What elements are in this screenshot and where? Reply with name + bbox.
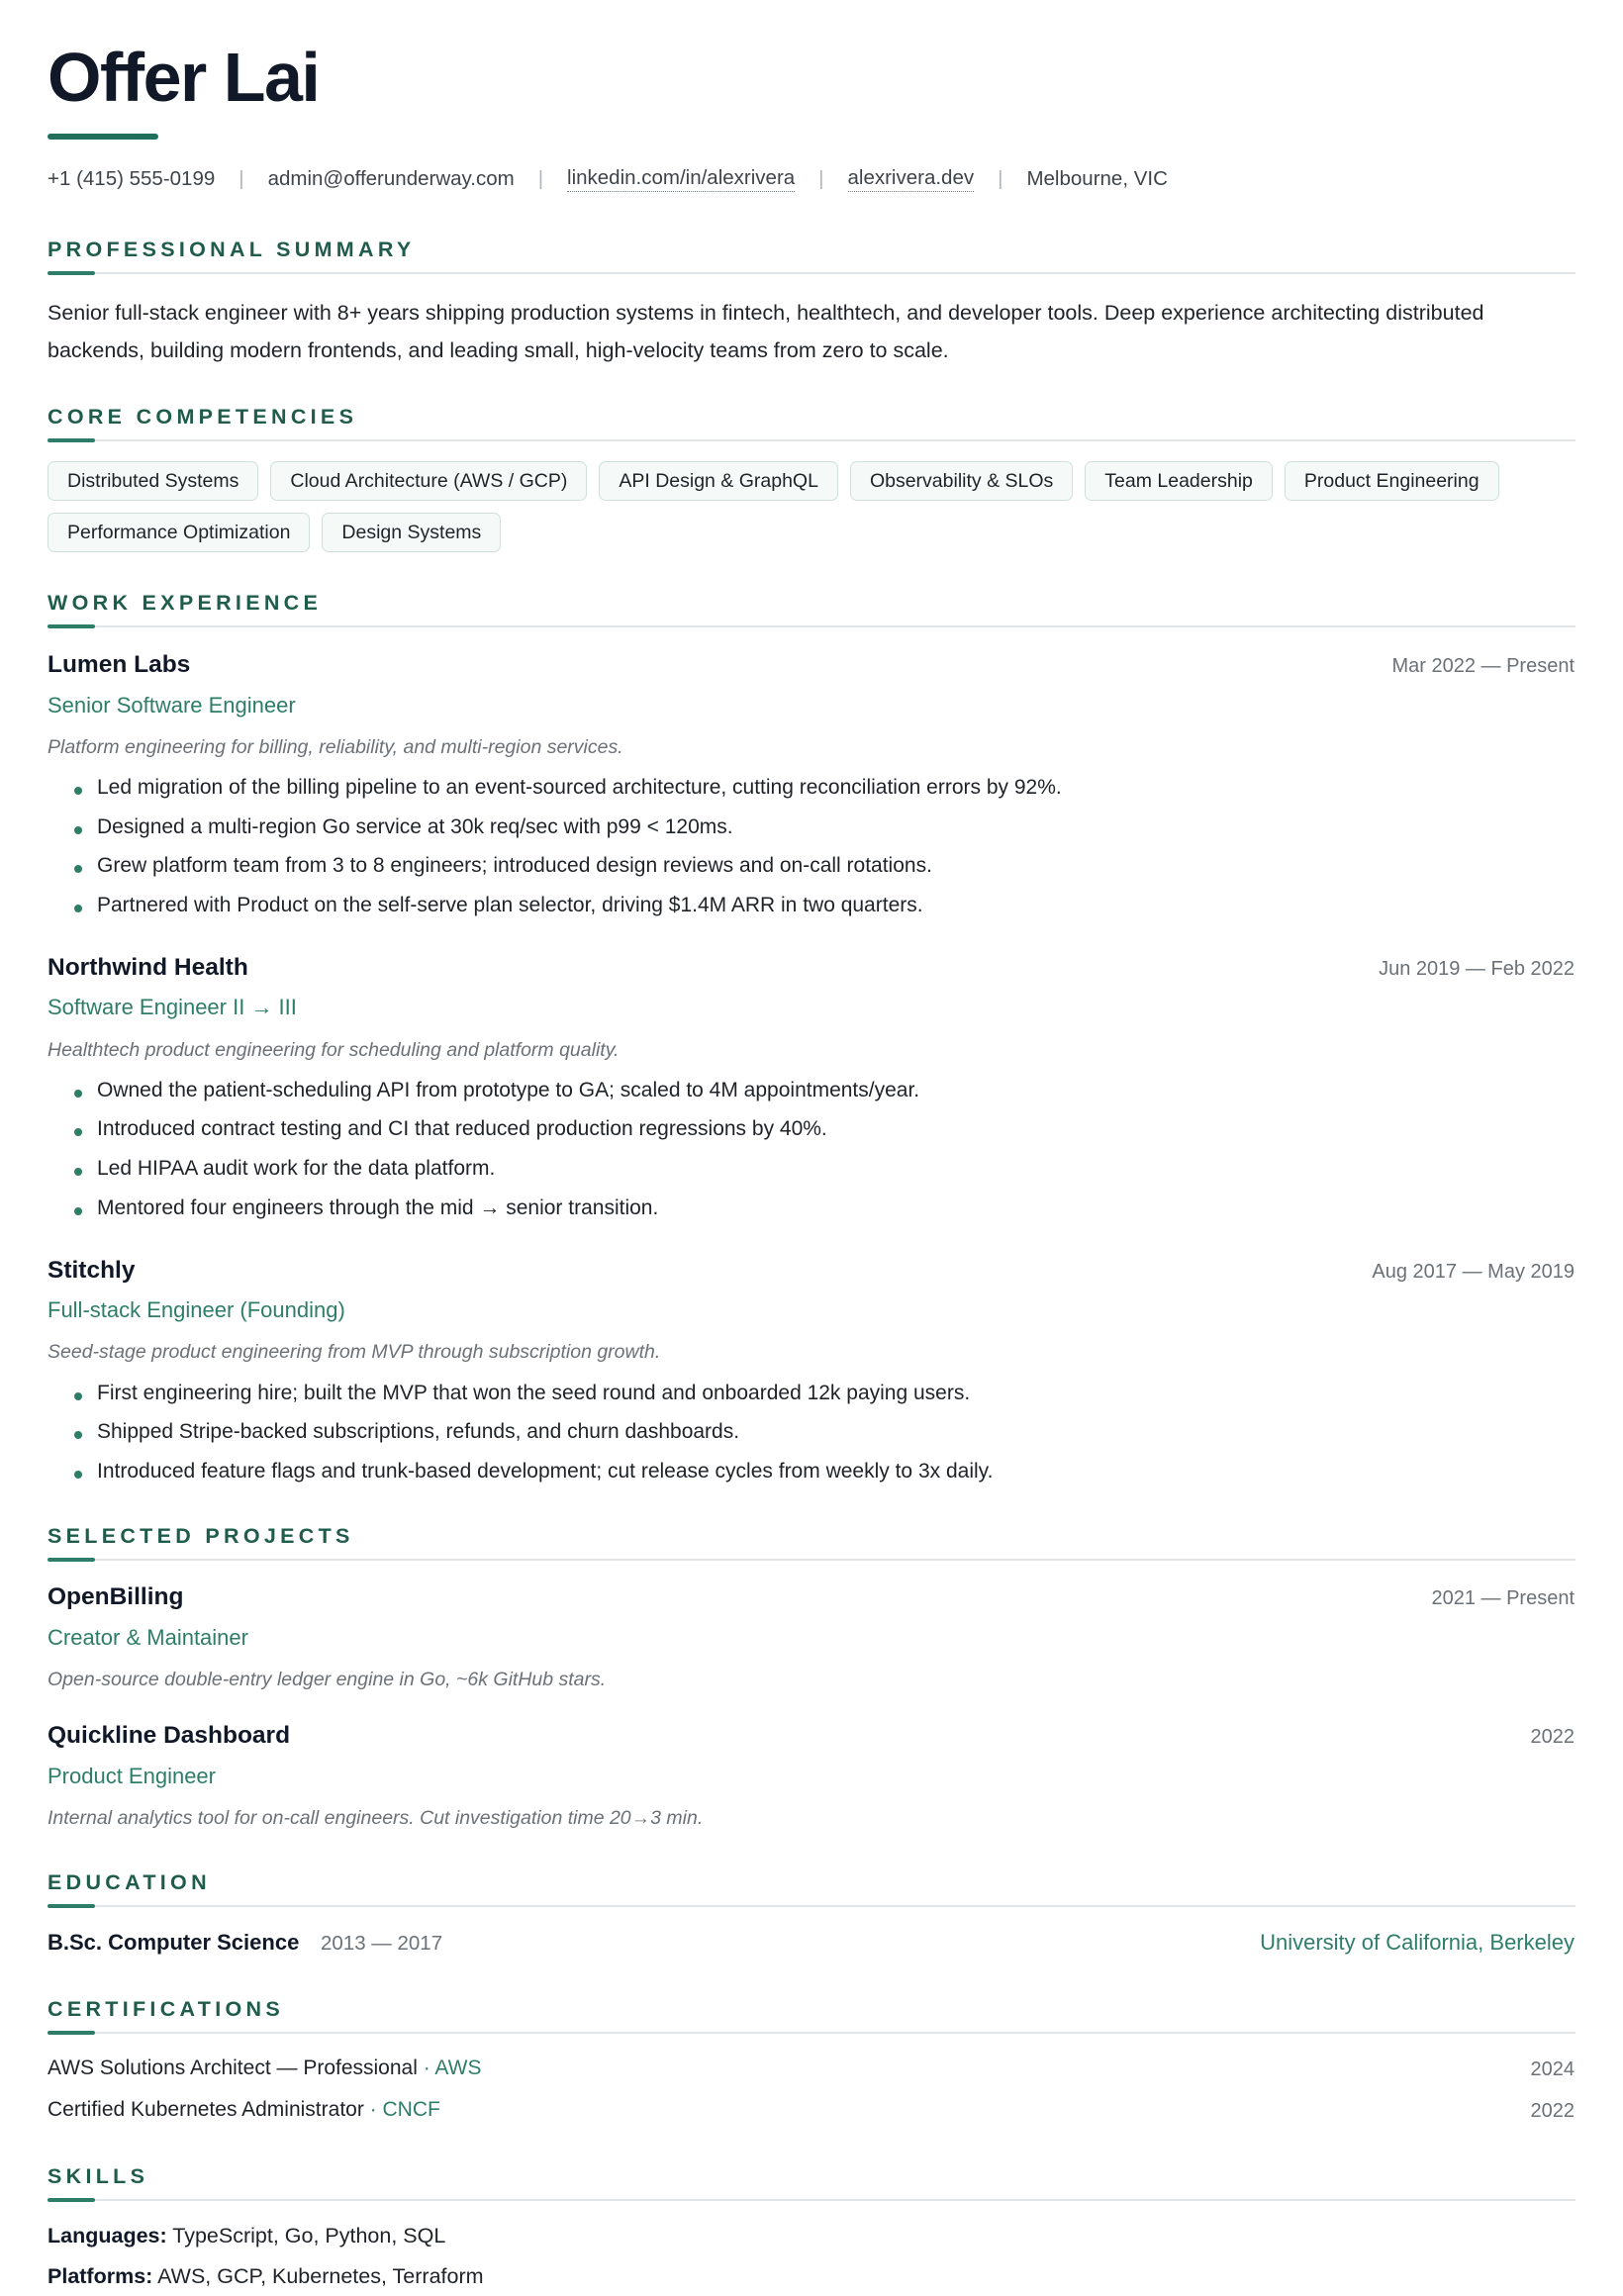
skill-value: AWS, GCP, Kubernetes, Terraform — [157, 2264, 484, 2288]
bullet-dot-icon — [74, 865, 82, 873]
candidate-name: Offer Lai — [48, 39, 320, 116]
project-dates: 2022 — [1530, 1726, 1575, 1748]
education-degree: B.Sc. Computer Science — [48, 1930, 300, 1955]
section-divider — [48, 1559, 1575, 1561]
job-role: Senior Software Engineer — [48, 693, 296, 718]
contact-bar — [48, 166, 1168, 192]
section-accent — [48, 438, 95, 442]
competency-chip: Observability & SLOs — [850, 461, 1073, 501]
job-dates: Mar 2022 — Present — [1391, 655, 1575, 677]
bullet-text: Introduced contract testing and CI that reduced production regressions by 40%. — [97, 1117, 827, 1140]
bullet-dot-icon — [74, 905, 82, 912]
bullet-text: First engineering hire; built the MVP that won the seed round and onboarded 12k paying users. — [97, 1382, 971, 1404]
project-description: Open-source double-entry ledger engine in Go, ~6k GitHub stars. — [48, 1669, 607, 1690]
job-bullet — [48, 1420, 739, 1444]
project-dates: 2021 — Present — [1431, 1587, 1575, 1609]
certification-item — [48, 2057, 481, 2080]
competency-chip: Team Leadership — [1085, 461, 1273, 501]
job-bullet — [48, 815, 733, 839]
project-name: OpenBilling — [48, 1583, 184, 1610]
skill-label: Languages: — [48, 2224, 167, 2248]
competency-chip: Design Systems — [322, 513, 501, 552]
bullet-dot-icon — [74, 1392, 82, 1400]
job-bullet — [48, 776, 1062, 800]
job-description: Platform engineering for billing, reliability, and multi-region services. — [48, 736, 623, 758]
name-underline — [48, 134, 158, 140]
bullet-text: Partnered with Product on the self-serve plan selector, driving $1.4M ARR in two quarters. — [97, 894, 923, 916]
project-description: Internal analytics tool for on-call engineers. Cut investigation time 20→3 min. — [48, 1807, 704, 1829]
section-accent — [48, 1558, 95, 1562]
section-accent — [48, 1904, 95, 1908]
education-years: 2013 — 2017 — [321, 1932, 443, 1955]
section-title-skills: SKILLS — [48, 2164, 149, 2188]
job-dates: Aug 2017 — May 2019 — [1372, 1261, 1575, 1283]
project-name: Quickline Dashboard — [48, 1722, 291, 1749]
bullet-dot-icon — [74, 826, 82, 834]
job-bullet — [48, 1382, 970, 1405]
section-title-competencies: CORE COMPETENCIES — [48, 405, 358, 429]
bullet-text: Shipped Stripe-backed subscriptions, refunds, and churn dashboards. — [97, 1420, 740, 1443]
certification-item — [48, 2098, 440, 2122]
competency-chip: Distributed Systems — [48, 461, 258, 501]
section-accent — [48, 2198, 95, 2202]
contact-separator: | — [239, 167, 244, 190]
bullet-text: Grew platform team from 3 to 8 engineers; introduced design reviews and on-call rotations. — [97, 854, 932, 877]
section-title-education: EDUCATION — [48, 1870, 211, 1894]
job-description: Healthtech product engineering for scheduling and platform quality. — [48, 1039, 620, 1061]
competency-chip: Product Engineering — [1285, 461, 1499, 501]
contact-separator: | — [818, 167, 824, 190]
job-bullet — [48, 1117, 827, 1141]
job-company: Lumen Labs — [48, 651, 191, 678]
job-description: Seed-stage product engineering from MVP through subscription growth. — [48, 1341, 661, 1363]
certification-name: Certified Kubernetes Administrator — [48, 2098, 364, 2121]
skill-label: Platforms: — [48, 2264, 153, 2288]
bullet-dot-icon — [74, 1128, 82, 1136]
section-accent — [48, 2031, 95, 2035]
section-title-certifications: CERTIFICATIONS — [48, 1997, 284, 2021]
website-link[interactable]: alexrivera.dev — [848, 166, 975, 192]
bullet-dot-icon — [74, 1431, 82, 1439]
location-text: Melbourne, VIC — [1026, 167, 1168, 190]
linkedin-link[interactable]: linkedin.com/in/alexrivera — [567, 166, 795, 192]
certification-name: AWS Solutions Architect — Professional — [48, 2057, 418, 2079]
section-accent — [48, 624, 95, 628]
bullet-dot-icon — [74, 787, 82, 795]
job-company: Stitchly — [48, 1257, 136, 1284]
job-bullet — [48, 1079, 919, 1102]
bullet-dot-icon — [74, 1207, 82, 1215]
phone-text: +1 (415) 555-0199 — [48, 167, 216, 190]
competency-chips — [48, 461, 1591, 552]
section-divider — [48, 1905, 1575, 1907]
competency-chip: Performance Optimization — [48, 513, 310, 552]
bullet-dot-icon — [74, 1471, 82, 1479]
competency-chip: Cloud Architecture (AWS / GCP) — [270, 461, 587, 501]
job-role: Software Engineer II → III — [48, 995, 297, 1019]
contact-separator: | — [537, 167, 544, 190]
project-role: Creator & Maintainer — [48, 1625, 248, 1650]
section-divider — [48, 439, 1575, 441]
summary-text: Senior full-stack engineer with 8+ years shipping production systems in fintech, healthtech, and developer tools. Deep experience architecting distributed backends, building modern frontends, and leading small, high-velocity teams from zero to scale. — [48, 301, 1484, 362]
section-accent — [48, 271, 95, 275]
job-bullet — [48, 1157, 495, 1181]
education-school: University of California, Berkeley — [1260, 1930, 1575, 1955]
project-role: Product Engineer — [48, 1764, 216, 1788]
section-divider — [48, 2032, 1575, 2034]
job-dates: Jun 2019 — Feb 2022 — [1379, 958, 1575, 980]
section-title-experience: WORK EXPERIENCE — [48, 591, 323, 615]
competency-chip: API Design & GraphQL — [599, 461, 838, 501]
section-title-projects: SELECTED PROJECTS — [48, 1524, 354, 1548]
bullet-text: Designed a multi-region Go service at 30k req/sec with p99 < 120ms. — [97, 815, 733, 838]
bullet-text: Mentored four engineers through the mid → senior transition. — [97, 1196, 659, 1219]
certification-issuer: · CNCF — [369, 2098, 440, 2121]
job-bullet — [48, 1196, 658, 1220]
skill-value: TypeScript, Go, Python, SQL — [172, 2224, 446, 2248]
skill-row — [48, 2224, 445, 2248]
certification-year: 2024 — [1530, 2058, 1575, 2080]
bullet-text: Led HIPAA audit work for the data platform. — [97, 1157, 496, 1180]
bullet-text: Led migration of the billing pipeline to an event-sourced architecture, cutting reconciliation errors by 92%. — [97, 776, 1062, 799]
job-role: Full-stack Engineer (Founding) — [48, 1297, 345, 1322]
section-divider — [48, 2199, 1575, 2201]
bullet-text: Introduced feature flags and trunk-based development; cut release cycles from weekly to 3x daily. — [97, 1460, 994, 1483]
contact-separator: | — [998, 167, 1003, 190]
certification-issuer: · AWS — [423, 2057, 482, 2079]
bullet-dot-icon — [74, 1090, 82, 1098]
bullet-text: Owned the patient-scheduling API from prototype to GA; scaled to 4M appointments/year. — [97, 1079, 920, 1101]
job-company: Northwind Health — [48, 954, 248, 981]
job-bullet — [48, 1460, 993, 1483]
job-bullet — [48, 854, 932, 878]
certification-year: 2022 — [1530, 2100, 1575, 2122]
bullet-dot-icon — [74, 1168, 82, 1176]
email-text: admin@offerunderway.com — [267, 167, 515, 190]
job-bullet — [48, 894, 923, 917]
section-divider — [48, 272, 1575, 274]
section-divider — [48, 625, 1575, 627]
skill-row — [48, 2264, 484, 2289]
section-title-summary: PROFESSIONAL SUMMARY — [48, 238, 416, 261]
